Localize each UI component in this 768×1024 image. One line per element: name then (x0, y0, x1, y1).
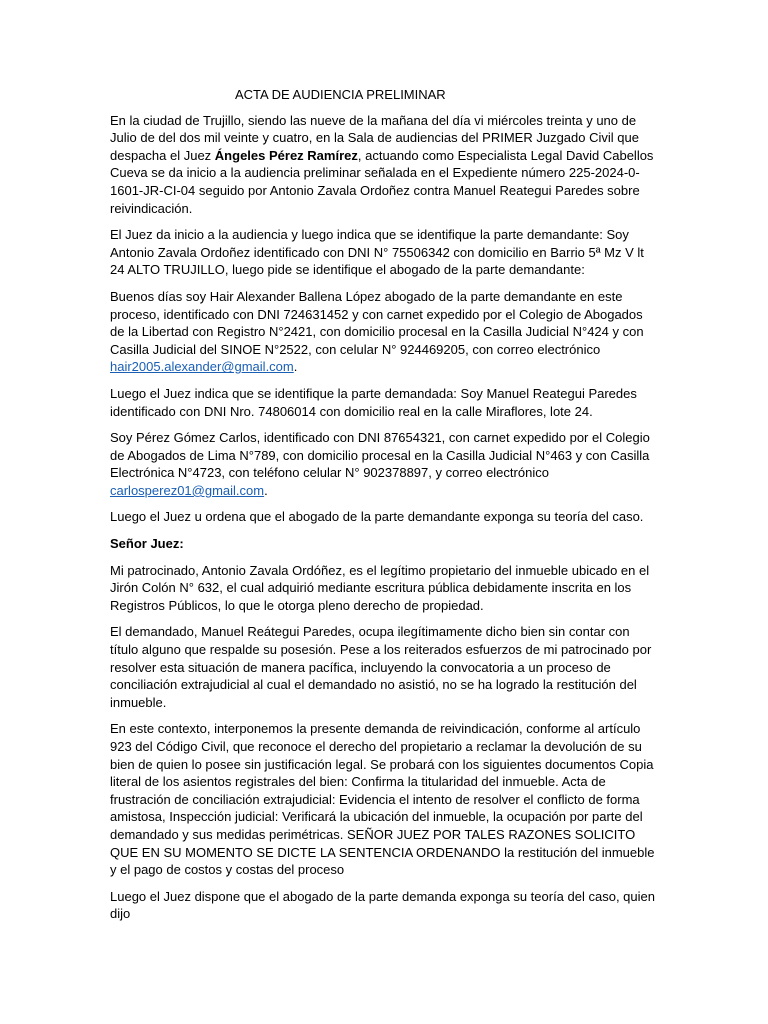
paragraph-opening (110, 112, 658, 218)
paragraph-plaintiff-identification: El Juez da inicio a la audiencia y luego indica que se identifique la parte demandante: Soy Antonio Zavala Ordoñez identificado con DNI N° 75506342 con domicilio en Barrio 5ª Mz V lt 24 ALTO TRUJILLO, luego pide se identifique el abogado de la parte demandante: (110, 227, 644, 278)
salutation-text: Señor Juez: (110, 536, 184, 552)
paragraph-defendant-identification: Luego el Juez indica que se identifique la parte demandada: Soy Manuel Reategui Paredes identificado con DNI Nro. 74806014 con domicilio real en la calle Miraflores, lote 24. (110, 385, 637, 419)
paragraph-closing: Luego el Juez dispone que el abogado de la parte demanda exponga su teoría del caso, quien dijo (110, 888, 655, 922)
plaintiff-lawyer-text: Buenos días soy Hair Alexander Ballena López abogado de la parte demandante en este proceso, identificado con DNI 724631452 y con carnet expedido por el Colegio de Abogados de la Libertad con Registro N°2421, con domicilio procesal en la Casilla Judicial N°424 y con Casilla Judicial del SINOE N°2522, con celular N° 924469205, con correo electrónico (110, 288, 644, 357)
defendant-lawyer-text: Soy Pérez Gómez Carlos, identificado con DNI 87654321, con carnet expedido por el Colegio de Abogados de Lima N°789, con domicilio procesal en la Casilla Judicial N°463 y con Casilla Electrónica N°4723, con teléfono celular N° 902378897, y correo electrónico (110, 430, 650, 481)
paragraph-claim: En este contexto, interponemos la presente demanda de reivindicación, conforme al artículo 923 del Código Civil, que reconoce el derecho del propietario a reclamar la devolución de su bien de quien lo posee sin justificación legal. Se probará con los siguientes documentos Copia literal de los asientos registrales del bien: Confirma la titularidad del inmueble. Acta de frustración de conciliación extrajudicial: Evidencia el intento de resolver el conflicto de forma amistosa, Inspección judicial: Verificará la ubicación del inmueble, la ocupación por parte del demandado y sus medidas perimétricas. SEÑOR JUEZ POR TALES RAZONES SOLICITO QUE EN SU MOMENTO SE DICTE LA SENTENCIA ORDENANDO la restitución del inmueble y el pago de costos y costas del proceso (110, 721, 655, 878)
document-page (110, 86, 658, 932)
opening-text-a: En la ciudad de Trujillo, siendo las nueve de la mañana del día vi miércoles treinta y uno de Julio de del dos mil veinte y cuatro, en la Sala de audiencias del PRIMER Juzgado Civil que despacha el Juez (110, 112, 639, 163)
paragraph-salutation (110, 535, 658, 553)
paragraph-defendant-occupation: El demandado, Manuel Reátegui Paredes, ocupa ilegítimamente dicho bien sin contar con título alguno que respalde su posesión. Pese a los reiterados esfuerzos de mi patrocinado por resolver esta situación de manera pacífica, incluyendo la convocatoria a un proceso de conciliación extrajudicial al cual el demandado no asistió, no se ha logrado la restitución del inmueble. (110, 624, 652, 710)
defendant-lawyer-end: . (264, 482, 268, 498)
paragraph-judge-order: Luego el Juez u ordena que el abogado de la parte demandante exponga su teoría del caso. (110, 509, 644, 525)
document-title: ACTA DE AUDIENCIA PRELIMINAR (235, 87, 446, 102)
defendant-lawyer-email-link[interactable]: carlosperez01@gmail.com (110, 482, 265, 498)
plaintiff-lawyer-end: . (293, 359, 298, 375)
opening-text-b: , actuando como Especialista Legal David Cabellos Cueva se da inicio a la audiencia preliminar señalada en el Expediente número 225-2024-0-1601-JR-CI-04 seguido por Antonio Zavala Ordoñez contra Manuel Reategui Paredes sobre reivindicación. (110, 147, 654, 216)
paragraph-plaintiff-lawyer (110, 288, 658, 376)
judge-name: Ángeles Pérez Ramírez (214, 147, 358, 163)
plaintiff-lawyer-email-link[interactable]: hair2005.alexander@gmail.com (110, 359, 294, 375)
paragraph-defendant-lawyer (110, 429, 658, 499)
paragraph-ownership: Mi patrocinado, Antonio Zavala Ordóñez, es el legítimo propietario del inmueble ubicado en el Jirón Colón N° 632, el cual adquirió mediante escritura pública debidamente inscrita en los Registros Públicos, lo que le otorga pleno derecho de propiedad. (110, 562, 650, 613)
